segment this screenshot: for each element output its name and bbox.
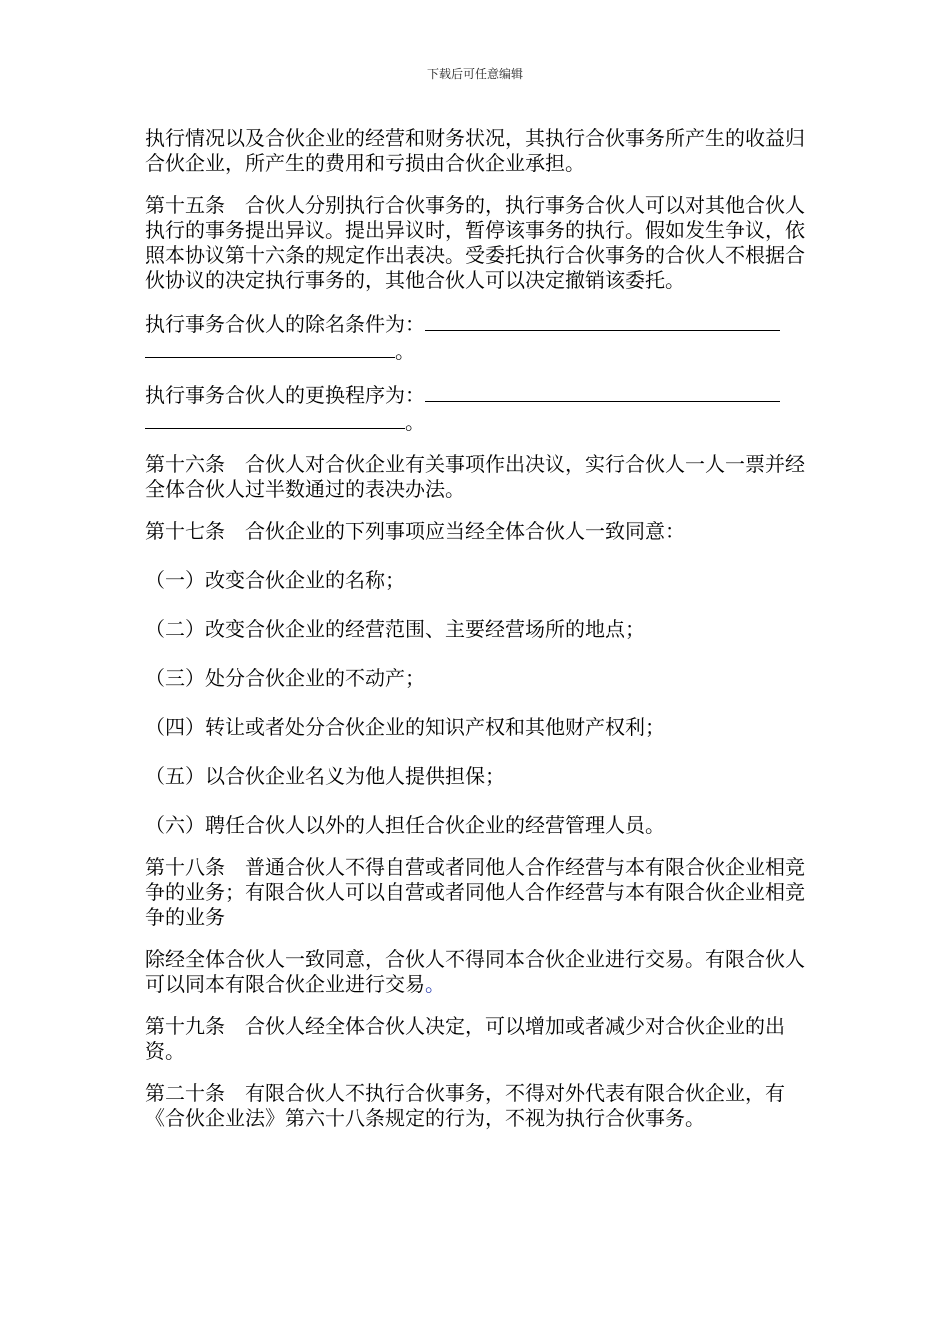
article-20: 第二十条 有限合伙人不执行合伙事务，不得对外代表有限合伙企业，有《合伙企业法》第六十八条规定的行为，不视为执行合伙事务。	[145, 1081, 785, 1130]
removal-conditions-field	[145, 310, 805, 364]
removal-conditions-blank[interactable]	[425, 310, 780, 331]
replacement-procedure-field	[145, 381, 805, 435]
list-item: （二）改变合伙企业的经营范围、主要经营场所的地点；	[145, 617, 645, 641]
removal-conditions-label: 执行事务合伙人的除名条件为：	[145, 312, 425, 336]
document-body	[145, 126, 805, 1148]
article-15: 第十五条 合伙人分别执行合伙事务的，执行事务合伙人可以对其他合伙人执行的事务提出异议。提出异议时，暂停该事务的执行。假如发生争议，依照本协议第十六条的规定作出表决。受委托执行合伙事务的合伙人不根据合伙协议的决定执行事务的，其他合伙人可以决定撤销该委托。	[145, 193, 805, 292]
article-18: 第十八条 普通合伙人不得自营或者同他人合作经营与本有限合伙企业相竞争的业务；有限合伙人可以自营或者同他人合作经营与本有限合伙企业相竞争的业务	[145, 855, 805, 929]
list-item: （四）转让或者处分合伙企业的知识产权和其他财产权利；	[145, 715, 665, 739]
list-item: （五）以合伙企业名义为他人提供担保；	[145, 764, 505, 788]
list-item: （六）聘任合伙人以外的人担任合伙企业的经营管理人员。	[145, 813, 665, 837]
replacement-procedure-blank[interactable]	[425, 381, 780, 402]
removal-conditions-end: 。	[395, 339, 415, 363]
list-item: （三）处分合伙企业的不动产；	[145, 666, 425, 690]
article-19: 第十九条 合伙人经全体合伙人决定，可以增加或者减少对合伙企业的出资。	[145, 1014, 785, 1063]
replacement-procedure-end: 。	[405, 410, 425, 434]
replacement-procedure-blank-continued[interactable]	[145, 408, 405, 429]
transactions-end: 。	[425, 972, 445, 996]
paragraph-transactions	[145, 947, 805, 997]
replacement-procedure-label: 执行事务合伙人的更换程序为：	[145, 383, 425, 407]
page-header: 下载后可任意编辑	[426, 67, 523, 81]
list-item: （一）改变合伙企业的名称；	[145, 568, 405, 592]
paragraph-execution-status: 执行情况以及合伙企业的经营和财务状况，其执行合伙事务所产生的收益归合伙企业，所产生的费用和亏损由合伙企业承担。	[145, 126, 805, 175]
removal-conditions-blank-continued[interactable]	[145, 337, 395, 358]
article-17: 第十七条 合伙企业的下列事项应当经全体合伙人一致同意：	[145, 519, 685, 543]
transactions-text: 除经全体合伙人一致同意，合伙人不得同本合伙企业进行交易。有限合伙人可以同本有限合伙企业进行交易	[145, 947, 805, 996]
article-16: 第十六条 合伙人对合伙企业有关事项作出决议，实行合伙人一人一票并经全体合伙人过半数通过的表决办法。	[145, 452, 805, 501]
